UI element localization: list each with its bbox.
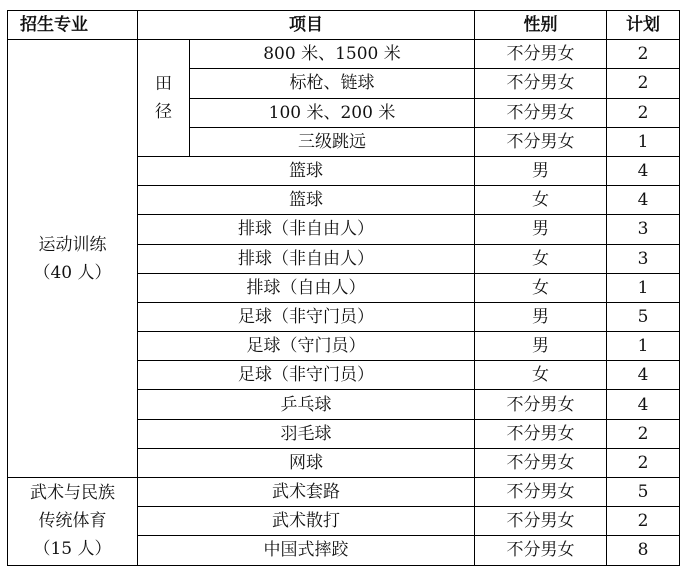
item-cell: 800 米、1500 米 bbox=[190, 40, 475, 69]
item-cell: 足球（守门员） bbox=[138, 332, 475, 361]
plan-cell: 2 bbox=[607, 419, 680, 448]
item-cell: 中国式摔跤 bbox=[138, 536, 475, 565]
gender-cell: 不分男女 bbox=[475, 536, 607, 565]
subgroup-track-field-char1: 田 bbox=[155, 74, 172, 95]
plan-cell: 8 bbox=[607, 536, 680, 565]
plan-cell: 1 bbox=[607, 332, 680, 361]
item-cell: 三级跳远 bbox=[190, 127, 475, 156]
gender-cell: 女 bbox=[475, 186, 607, 215]
major-wushu-line3: （15 人） bbox=[33, 539, 112, 560]
header-plan: 计划 bbox=[607, 11, 680, 40]
plan-cell: 2 bbox=[607, 98, 680, 127]
major-sports-training-line2: （40 人） bbox=[33, 262, 112, 283]
table-row bbox=[8, 40, 680, 69]
item-cell: 武术套路 bbox=[138, 478, 475, 507]
gender-cell: 女 bbox=[475, 361, 607, 390]
major-wushu bbox=[8, 478, 138, 566]
subgroup-track-field bbox=[138, 40, 190, 157]
admissions-plan-table bbox=[7, 10, 680, 566]
item-cell: 羽毛球 bbox=[138, 419, 475, 448]
subgroup-track-field-char2: 径 bbox=[155, 102, 172, 123]
plan-cell: 1 bbox=[607, 273, 680, 302]
item-cell: 乒乓球 bbox=[138, 390, 475, 419]
header-major: 招生专业 bbox=[8, 11, 138, 40]
gender-cell: 不分男女 bbox=[475, 448, 607, 477]
header-item: 项目 bbox=[138, 11, 475, 40]
plan-cell: 2 bbox=[607, 69, 680, 98]
plan-cell: 3 bbox=[607, 215, 680, 244]
item-cell: 足球（非守门员） bbox=[138, 302, 475, 331]
item-cell: 排球（非自由人） bbox=[138, 215, 475, 244]
header-row bbox=[8, 11, 680, 40]
gender-cell: 男 bbox=[475, 156, 607, 185]
plan-cell: 5 bbox=[607, 302, 680, 331]
major-sports-training-line1: 运动训练 bbox=[38, 234, 107, 255]
plan-cell: 4 bbox=[607, 156, 680, 185]
gender-cell: 不分男女 bbox=[475, 419, 607, 448]
item-cell: 网球 bbox=[138, 448, 475, 477]
gender-cell: 不分男女 bbox=[475, 478, 607, 507]
plan-cell: 3 bbox=[607, 244, 680, 273]
major-sports-training bbox=[8, 40, 138, 478]
plan-cell: 2 bbox=[607, 40, 680, 69]
gender-cell: 不分男女 bbox=[475, 127, 607, 156]
gender-cell: 不分男女 bbox=[475, 40, 607, 69]
item-cell: 篮球 bbox=[138, 156, 475, 185]
gender-cell: 男 bbox=[475, 302, 607, 331]
table-row bbox=[8, 478, 680, 507]
item-cell: 100 米、200 米 bbox=[190, 98, 475, 127]
item-cell: 排球（自由人） bbox=[138, 273, 475, 302]
plan-cell: 2 bbox=[607, 507, 680, 536]
plan-cell: 4 bbox=[607, 361, 680, 390]
major-wushu-line1: 武术与民族 bbox=[30, 483, 115, 504]
item-cell: 标枪、链球 bbox=[190, 69, 475, 98]
item-cell: 武术散打 bbox=[138, 507, 475, 536]
plan-cell: 1 bbox=[607, 127, 680, 156]
gender-cell: 女 bbox=[475, 273, 607, 302]
major-wushu-line2: 传统体育 bbox=[38, 511, 107, 532]
gender-cell: 不分男女 bbox=[475, 98, 607, 127]
plan-cell: 5 bbox=[607, 478, 680, 507]
plan-cell: 4 bbox=[607, 390, 680, 419]
gender-cell: 男 bbox=[475, 215, 607, 244]
gender-cell: 女 bbox=[475, 244, 607, 273]
gender-cell: 男 bbox=[475, 332, 607, 361]
item-cell: 排球（非自由人） bbox=[138, 244, 475, 273]
item-cell: 足球（非守门员） bbox=[138, 361, 475, 390]
gender-cell: 不分男女 bbox=[475, 390, 607, 419]
plan-cell: 2 bbox=[607, 448, 680, 477]
item-cell: 篮球 bbox=[138, 186, 475, 215]
gender-cell: 不分男女 bbox=[475, 69, 607, 98]
header-gender: 性别 bbox=[475, 11, 607, 40]
gender-cell: 不分男女 bbox=[475, 507, 607, 536]
plan-cell: 4 bbox=[607, 186, 680, 215]
